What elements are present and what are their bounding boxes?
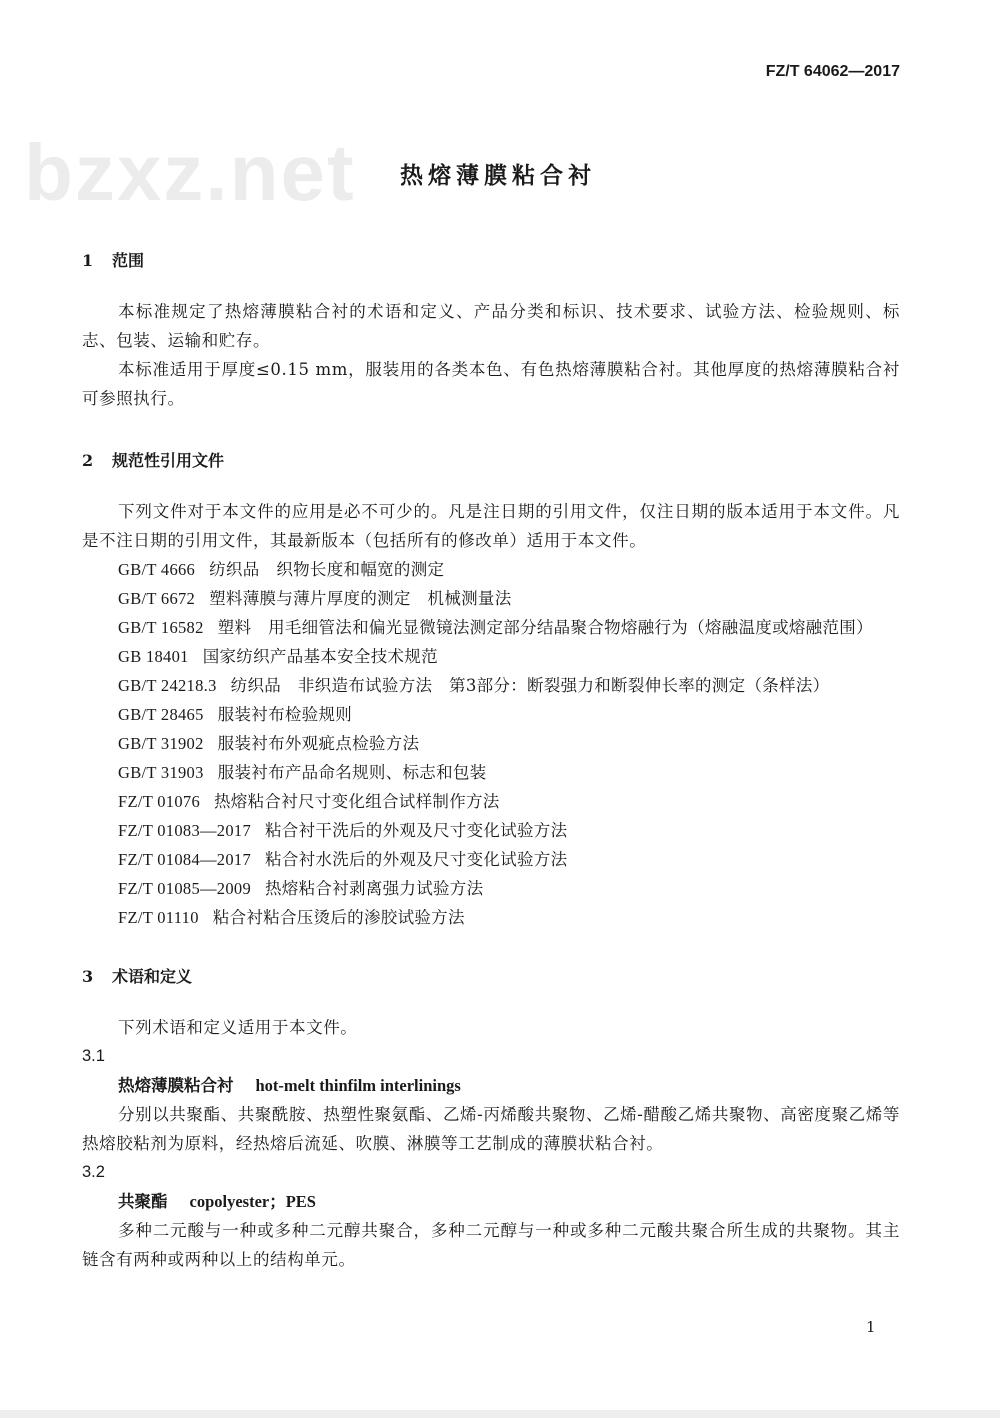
reference-code: GB/T 24218.3 xyxy=(118,676,217,695)
reference-title: 粘合衬水洗后的外观及尺寸变化试验方法 xyxy=(265,850,568,869)
reference-title: 粘合衬粘合压烫后的渗胶试验方法 xyxy=(212,908,465,927)
reference-title: 塑料 用毛细管法和偏光显微镜法测定部分结晶聚合物熔融行为（熔融温度或熔融范围） xyxy=(217,618,873,637)
reference-title: 塑料薄膜与薄片厚度的测定 机械测量法 xyxy=(209,589,512,608)
reference-code: FZ/T 01084—2017 xyxy=(118,850,251,869)
page-number: 1 xyxy=(866,1318,876,1336)
term xyxy=(82,1187,900,1216)
definition: 分别以共聚酯、共聚酰胺、热塑性聚氨酯、乙烯-丙烯酸共聚物、乙烯-醋酸乙烯共聚物、高密度聚乙烯等热熔胶粘剂为原料，经热熔后流延、吹膜、淋膜等工艺制成的薄膜状粘合衬。 xyxy=(82,1105,900,1153)
reference-title: 国家纺织产品基本安全技术规范 xyxy=(202,647,438,666)
reference-title: 纺织品 织物长度和幅宽的测定 xyxy=(209,560,445,579)
watermark: bzxz.net xyxy=(24,128,356,217)
reference-item xyxy=(82,671,900,700)
reference-item xyxy=(82,642,900,671)
paragraph: 下列文件对于本文件的应用是必不可少的。凡是注日期的引用文件，仅注日期的版本适用于本文件。凡是不注日期的引用文件，其最新版本（包括所有的修改单）适用于本文件。 xyxy=(82,502,900,550)
reference-code: GB/T 16582 xyxy=(118,618,204,637)
reference-code: GB/T 28465 xyxy=(118,705,204,724)
reference-item xyxy=(82,758,900,787)
clause-number: 3.1 xyxy=(82,1047,105,1065)
reference-code: GB/T 6672 xyxy=(118,589,196,608)
section-title: 范围 xyxy=(112,251,145,270)
reference-item xyxy=(82,903,900,932)
reference-code: GB/T 31902 xyxy=(118,734,204,753)
document-title: 热熔薄膜粘合衬 xyxy=(400,162,596,189)
reference-title: 服装衬布检验规则 xyxy=(217,705,353,724)
section-1-body xyxy=(82,297,900,413)
reference-item xyxy=(82,874,900,903)
reference-code: GB/T 4666 xyxy=(118,560,196,579)
reference-code: FZ/T 01110 xyxy=(118,908,199,927)
section-title: 术语和定义 xyxy=(112,967,193,986)
term-en: copolyester；PES xyxy=(189,1192,316,1211)
reference-code: FZ/T 01083—2017 xyxy=(118,821,251,840)
reference-code: FZ/T 01085—2009 xyxy=(118,879,251,898)
reference-item xyxy=(82,700,900,729)
reference-title: 服装衬布产品命名规则、标志和包装 xyxy=(217,763,487,782)
reference-title: 纺织品 非织造布试验方法 第3部分：断裂强力和断裂伸长率的测定（条样法） xyxy=(230,676,830,695)
document-body xyxy=(82,246,900,1274)
page-bottom-edge xyxy=(0,1410,1000,1418)
reference-list xyxy=(82,555,900,932)
reference-item xyxy=(82,729,900,758)
reference-title: 服装衬布外观疵点检验方法 xyxy=(217,734,420,753)
section-number: 2 xyxy=(82,451,94,470)
standard-code: FZ/T 64062—2017 xyxy=(765,63,900,80)
reference-item xyxy=(82,787,900,816)
reference-title: 热熔粘合衬剥离强力试验方法 xyxy=(265,879,484,898)
term-zh: 共聚酯 xyxy=(118,1192,168,1211)
section-2-body xyxy=(82,497,900,932)
section-heading-3 xyxy=(82,962,900,991)
term-zh: 热熔薄膜粘合衬 xyxy=(118,1076,234,1095)
reference-title: 热熔粘合衬尺寸变化组合试样制作方法 xyxy=(214,792,500,811)
reference-item xyxy=(82,555,900,584)
section-heading-1 xyxy=(82,246,900,275)
reference-item xyxy=(82,845,900,874)
reference-item xyxy=(82,816,900,845)
term xyxy=(82,1071,900,1100)
section-3-body xyxy=(82,1013,900,1274)
reference-item xyxy=(82,613,900,642)
reference-title: 粘合衬干洗后的外观及尺寸变化试验方法 xyxy=(265,821,568,840)
section-number: 3 xyxy=(82,967,94,986)
section-title: 规范性引用文件 xyxy=(112,451,225,470)
section-number: 1 xyxy=(82,251,94,270)
term-en: hot-melt thinfilm interlinings xyxy=(255,1076,461,1095)
paragraph: 本标准适用于厚度≤0.15 mm，服装用的各类本色、有色热熔薄膜粘合衬。其他厚度的热熔薄膜粘合衬可参照执行。 xyxy=(82,360,900,408)
reference-code: GB 18401 xyxy=(118,647,189,666)
reference-item xyxy=(82,584,900,613)
reference-code: GB/T 31903 xyxy=(118,763,204,782)
section-heading-2 xyxy=(82,446,900,475)
clause-number: 3.2 xyxy=(82,1163,105,1181)
definition: 多种二元酸与一种或多种二元醇共聚合，多种二元醇与一种或多种二元酸共聚合所生成的共聚物。其主链含有两种或两种以上的结构单元。 xyxy=(82,1221,900,1269)
reference-code: FZ/T 01076 xyxy=(118,792,200,811)
paragraph: 本标准规定了热熔薄膜粘合衬的术语和定义、产品分类和标识、技术要求、试验方法、检验规则、标志、包装、运输和贮存。 xyxy=(82,302,900,350)
paragraph: 下列术语和定义适用于本文件。 xyxy=(118,1018,358,1037)
